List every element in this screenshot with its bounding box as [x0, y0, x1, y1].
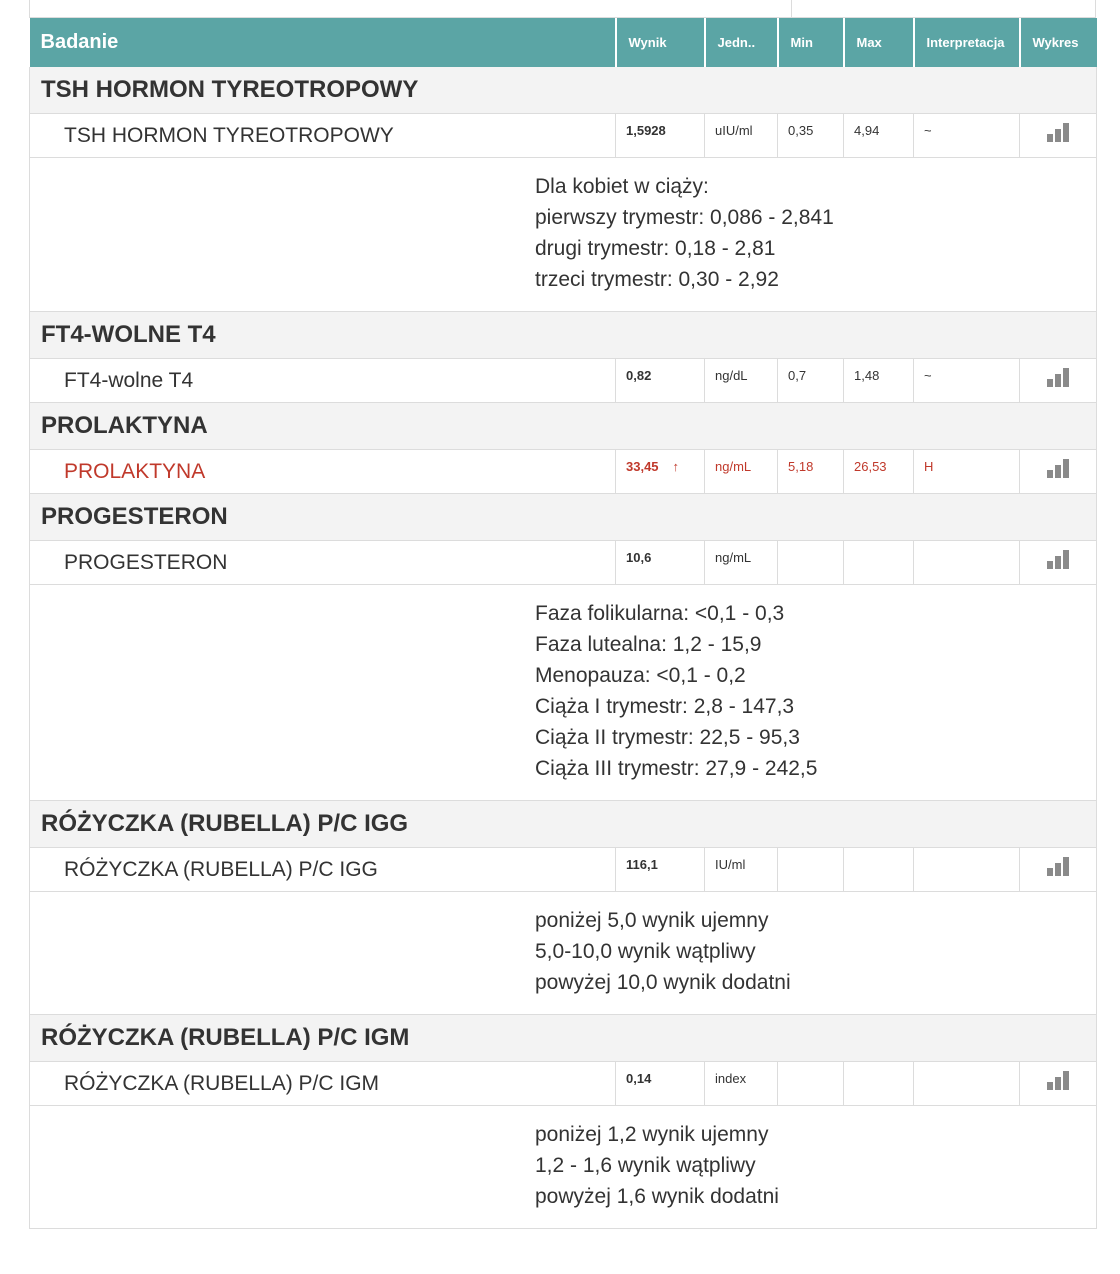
- result-value-cell: [616, 848, 705, 892]
- interpretation: ~: [914, 114, 1020, 158]
- unit: ng/dL: [705, 359, 778, 403]
- bar-chart-icon[interactable]: [1047, 367, 1069, 387]
- reference-note-tsh-hormon-tyreotropowy: [30, 158, 1097, 312]
- group-header-rozyczka-rubella-p-c-igg: [30, 801, 1097, 848]
- test-name: PROLAKTYNA: [30, 450, 616, 494]
- previous-section-stub: [29, 0, 1096, 18]
- bar-chart-icon[interactable]: [1047, 458, 1069, 478]
- note-line: powyżej 1,6 wynik dodatni: [535, 1185, 779, 1208]
- result-value: 0,82: [626, 368, 652, 383]
- bar-chart-icon[interactable]: [1047, 856, 1069, 876]
- min-value: 0,7: [778, 359, 844, 403]
- group-title: TSH HORMON TYREOTROPOWY: [30, 67, 1097, 114]
- result-value-cell: [616, 114, 705, 158]
- result-value-cell: [616, 1062, 705, 1106]
- note-line: 5,0-10,0 wynik wątpliwy: [535, 940, 756, 963]
- unit: IU/ml: [705, 848, 778, 892]
- min-value: 0,35: [778, 114, 844, 158]
- group-header-rozyczka-rubella-p-c-igm: [30, 1015, 1097, 1062]
- result-value: 33,45: [626, 459, 659, 474]
- reference-note-progesteron: [30, 585, 1097, 801]
- note-line: Ciąża II trymestr: 22,5 - 95,3: [535, 726, 800, 749]
- result-row-rozyczka-rubella-p-c-igm[interactable]: [30, 1062, 1097, 1106]
- high-flag-arrow-icon: ↑: [672, 459, 680, 474]
- group-header-tsh-hormon-tyreotropowy: [30, 67, 1097, 114]
- note-line: Faza lutealna: 1,2 - 15,9: [535, 633, 762, 656]
- result-row-ft4-wolne-t4[interactable]: [30, 359, 1097, 403]
- group-title: RÓŻYCZKA (RUBELLA) P/C IGG: [30, 801, 1097, 848]
- column-header-name[interactable]: Badanie: [30, 18, 616, 67]
- group-title: FT4-WOLNE T4: [30, 312, 1097, 359]
- chart-cell[interactable]: [1020, 848, 1097, 892]
- column-header-interpretation[interactable]: Interpretacja: [914, 18, 1020, 67]
- group-header-prolaktyna: [30, 403, 1097, 450]
- max-value: 1,48: [844, 359, 914, 403]
- interpretation: [914, 848, 1020, 892]
- column-header-unit[interactable]: Jedn..: [705, 18, 778, 67]
- lab-results-table: [29, 18, 1097, 1229]
- column-header-max[interactable]: Max: [844, 18, 914, 67]
- chart-cell[interactable]: [1020, 359, 1097, 403]
- interpretation: ~: [914, 359, 1020, 403]
- group-title: PROLAKTYNA: [30, 403, 1097, 450]
- chart-cell[interactable]: [1020, 450, 1097, 494]
- reference-note-rozyczka-rubella-p-c-igg: [30, 892, 1097, 1015]
- unit: ng/mL: [705, 450, 778, 494]
- note-line: powyżej 10,0 wynik dodatni: [535, 971, 791, 994]
- group-header-progesteron: [30, 494, 1097, 541]
- result-value-cell: [616, 541, 705, 585]
- result-value: 116,1: [626, 857, 658, 872]
- note-line: Menopauza: <0,1 - 0,2: [535, 664, 746, 687]
- max-value: [844, 1062, 914, 1106]
- reference-note-cell: [30, 1106, 1097, 1229]
- note-line: pierwszy trymestr: 0,086 - 2,841: [535, 206, 834, 229]
- max-value: 26,53: [844, 450, 914, 494]
- note-line: Ciąża III trymestr: 27,9 - 242,5: [535, 757, 818, 780]
- results-body: [30, 67, 1097, 1229]
- chart-cell[interactable]: [1020, 541, 1097, 585]
- test-name: RÓŻYCZKA (RUBELLA) P/C IGM: [30, 1062, 616, 1106]
- note-line: Faza folikularna: <0,1 - 0,3: [535, 602, 785, 625]
- result-row-rozyczka-rubella-p-c-igg[interactable]: [30, 848, 1097, 892]
- chart-cell[interactable]: [1020, 114, 1097, 158]
- result-value-cell: [616, 450, 705, 494]
- note-line: poniżej 5,0 wynik ujemny: [535, 909, 769, 932]
- bar-chart-icon[interactable]: [1047, 1070, 1069, 1090]
- test-name: PROGESTERON: [30, 541, 616, 585]
- min-value: [778, 1062, 844, 1106]
- max-value: [844, 541, 914, 585]
- bar-chart-icon[interactable]: [1047, 122, 1069, 142]
- test-name: TSH HORMON TYREOTROPOWY: [30, 114, 616, 158]
- note-line: 1,2 - 1,6 wynik wątpliwy: [535, 1154, 756, 1177]
- column-header-chart[interactable]: Wykres: [1020, 18, 1097, 67]
- reference-note-rozyczka-rubella-p-c-igm: [30, 1106, 1097, 1229]
- result-row-progesteron[interactable]: [30, 541, 1097, 585]
- max-value: [844, 848, 914, 892]
- group-title: RÓŻYCZKA (RUBELLA) P/C IGM: [30, 1015, 1097, 1062]
- min-value: 5,18: [778, 450, 844, 494]
- note-line: poniżej 1,2 wynik ujemny: [535, 1123, 769, 1146]
- column-header-result[interactable]: Wynik: [616, 18, 705, 67]
- group-header-ft4-wolne-t4: [30, 312, 1097, 359]
- column-header-min[interactable]: Min: [778, 18, 844, 67]
- table-header: [30, 18, 1097, 67]
- unit: ng/mL: [705, 541, 778, 585]
- unit: index: [705, 1062, 778, 1106]
- reference-note-cell: [30, 158, 1097, 312]
- interpretation: [914, 1062, 1020, 1106]
- result-row-tsh-hormon-tyreotropowy[interactable]: [30, 114, 1097, 158]
- result-row-prolaktyna[interactable]: [30, 450, 1097, 494]
- result-value: 0,14: [626, 1071, 652, 1086]
- note-line: drugi trymestr: 0,18 - 2,81: [535, 237, 776, 260]
- stub-divider: [791, 0, 792, 18]
- note-line: Ciąża I trymestr: 2,8 - 147,3: [535, 695, 795, 718]
- max-value: 4,94: [844, 114, 914, 158]
- note-line: trzeci trymestr: 0,30 - 2,92: [535, 268, 779, 291]
- interpretation: [914, 541, 1020, 585]
- test-name: FT4-wolne T4: [30, 359, 616, 403]
- note-line: Dla kobiet w ciąży:: [535, 175, 709, 198]
- result-value: 10,6: [626, 550, 652, 565]
- test-name: RÓŻYCZKA (RUBELLA) P/C IGG: [30, 848, 616, 892]
- group-title: PROGESTERON: [30, 494, 1097, 541]
- chart-cell[interactable]: [1020, 1062, 1097, 1106]
- bar-chart-icon[interactable]: [1047, 549, 1069, 569]
- interpretation: H: [914, 450, 1020, 494]
- unit: uIU/ml: [705, 114, 778, 158]
- result-value: 1,5928: [626, 123, 666, 138]
- min-value: [778, 848, 844, 892]
- reference-note-cell: [30, 892, 1097, 1015]
- min-value: [778, 541, 844, 585]
- reference-note-cell: [30, 585, 1097, 801]
- result-value-cell: [616, 359, 705, 403]
